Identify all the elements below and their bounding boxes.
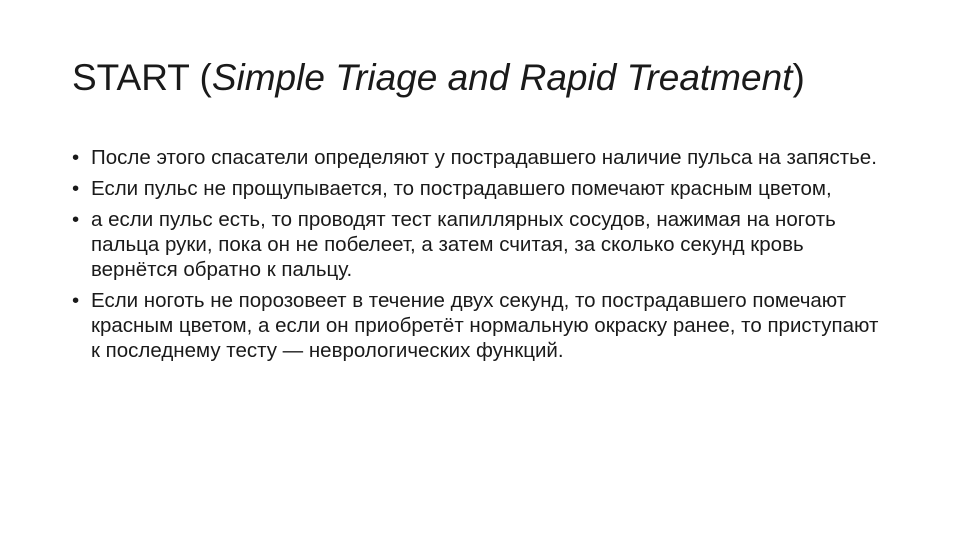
bullet-marker: •	[72, 146, 80, 169]
bullet-text: Если пульс не прощупывается, то пострадавшего помечают красным цветом,	[91, 177, 832, 200]
title-italic: Simple Triage and Rapid Treatment	[211, 57, 793, 98]
bullet-marker: •	[72, 177, 80, 200]
bullet-text: Если ноготь не порозовеет в течение двух секунд, то пострадавшего помечают красным цветом, а если он приобретёт нормальную окраску ранее, то приступают к последнему тесту — неврологических функций.	[91, 289, 879, 362]
slide-title	[72, 56, 912, 100]
bullet-marker: •	[72, 289, 80, 312]
bullet-list	[72, 145, 892, 369]
bullet-item	[72, 145, 892, 170]
bullet-item	[72, 288, 892, 363]
bullet-text: а если пульс есть, то проводят тест капиллярных сосудов, нажимая на ноготь пальца руки, пока он не побелеет, а затем считая, за сколько секунд кровь вернётся обратно к пальцу.	[91, 208, 836, 281]
bullet-item	[72, 207, 892, 282]
bullet-text: После этого спасатели определяют у пострадавшего наличие пульса на запястье.	[91, 146, 877, 169]
title-start: START (	[72, 57, 212, 98]
title-end: )	[792, 57, 805, 98]
bullet-marker: •	[72, 208, 80, 231]
bullet-item	[72, 176, 892, 201]
